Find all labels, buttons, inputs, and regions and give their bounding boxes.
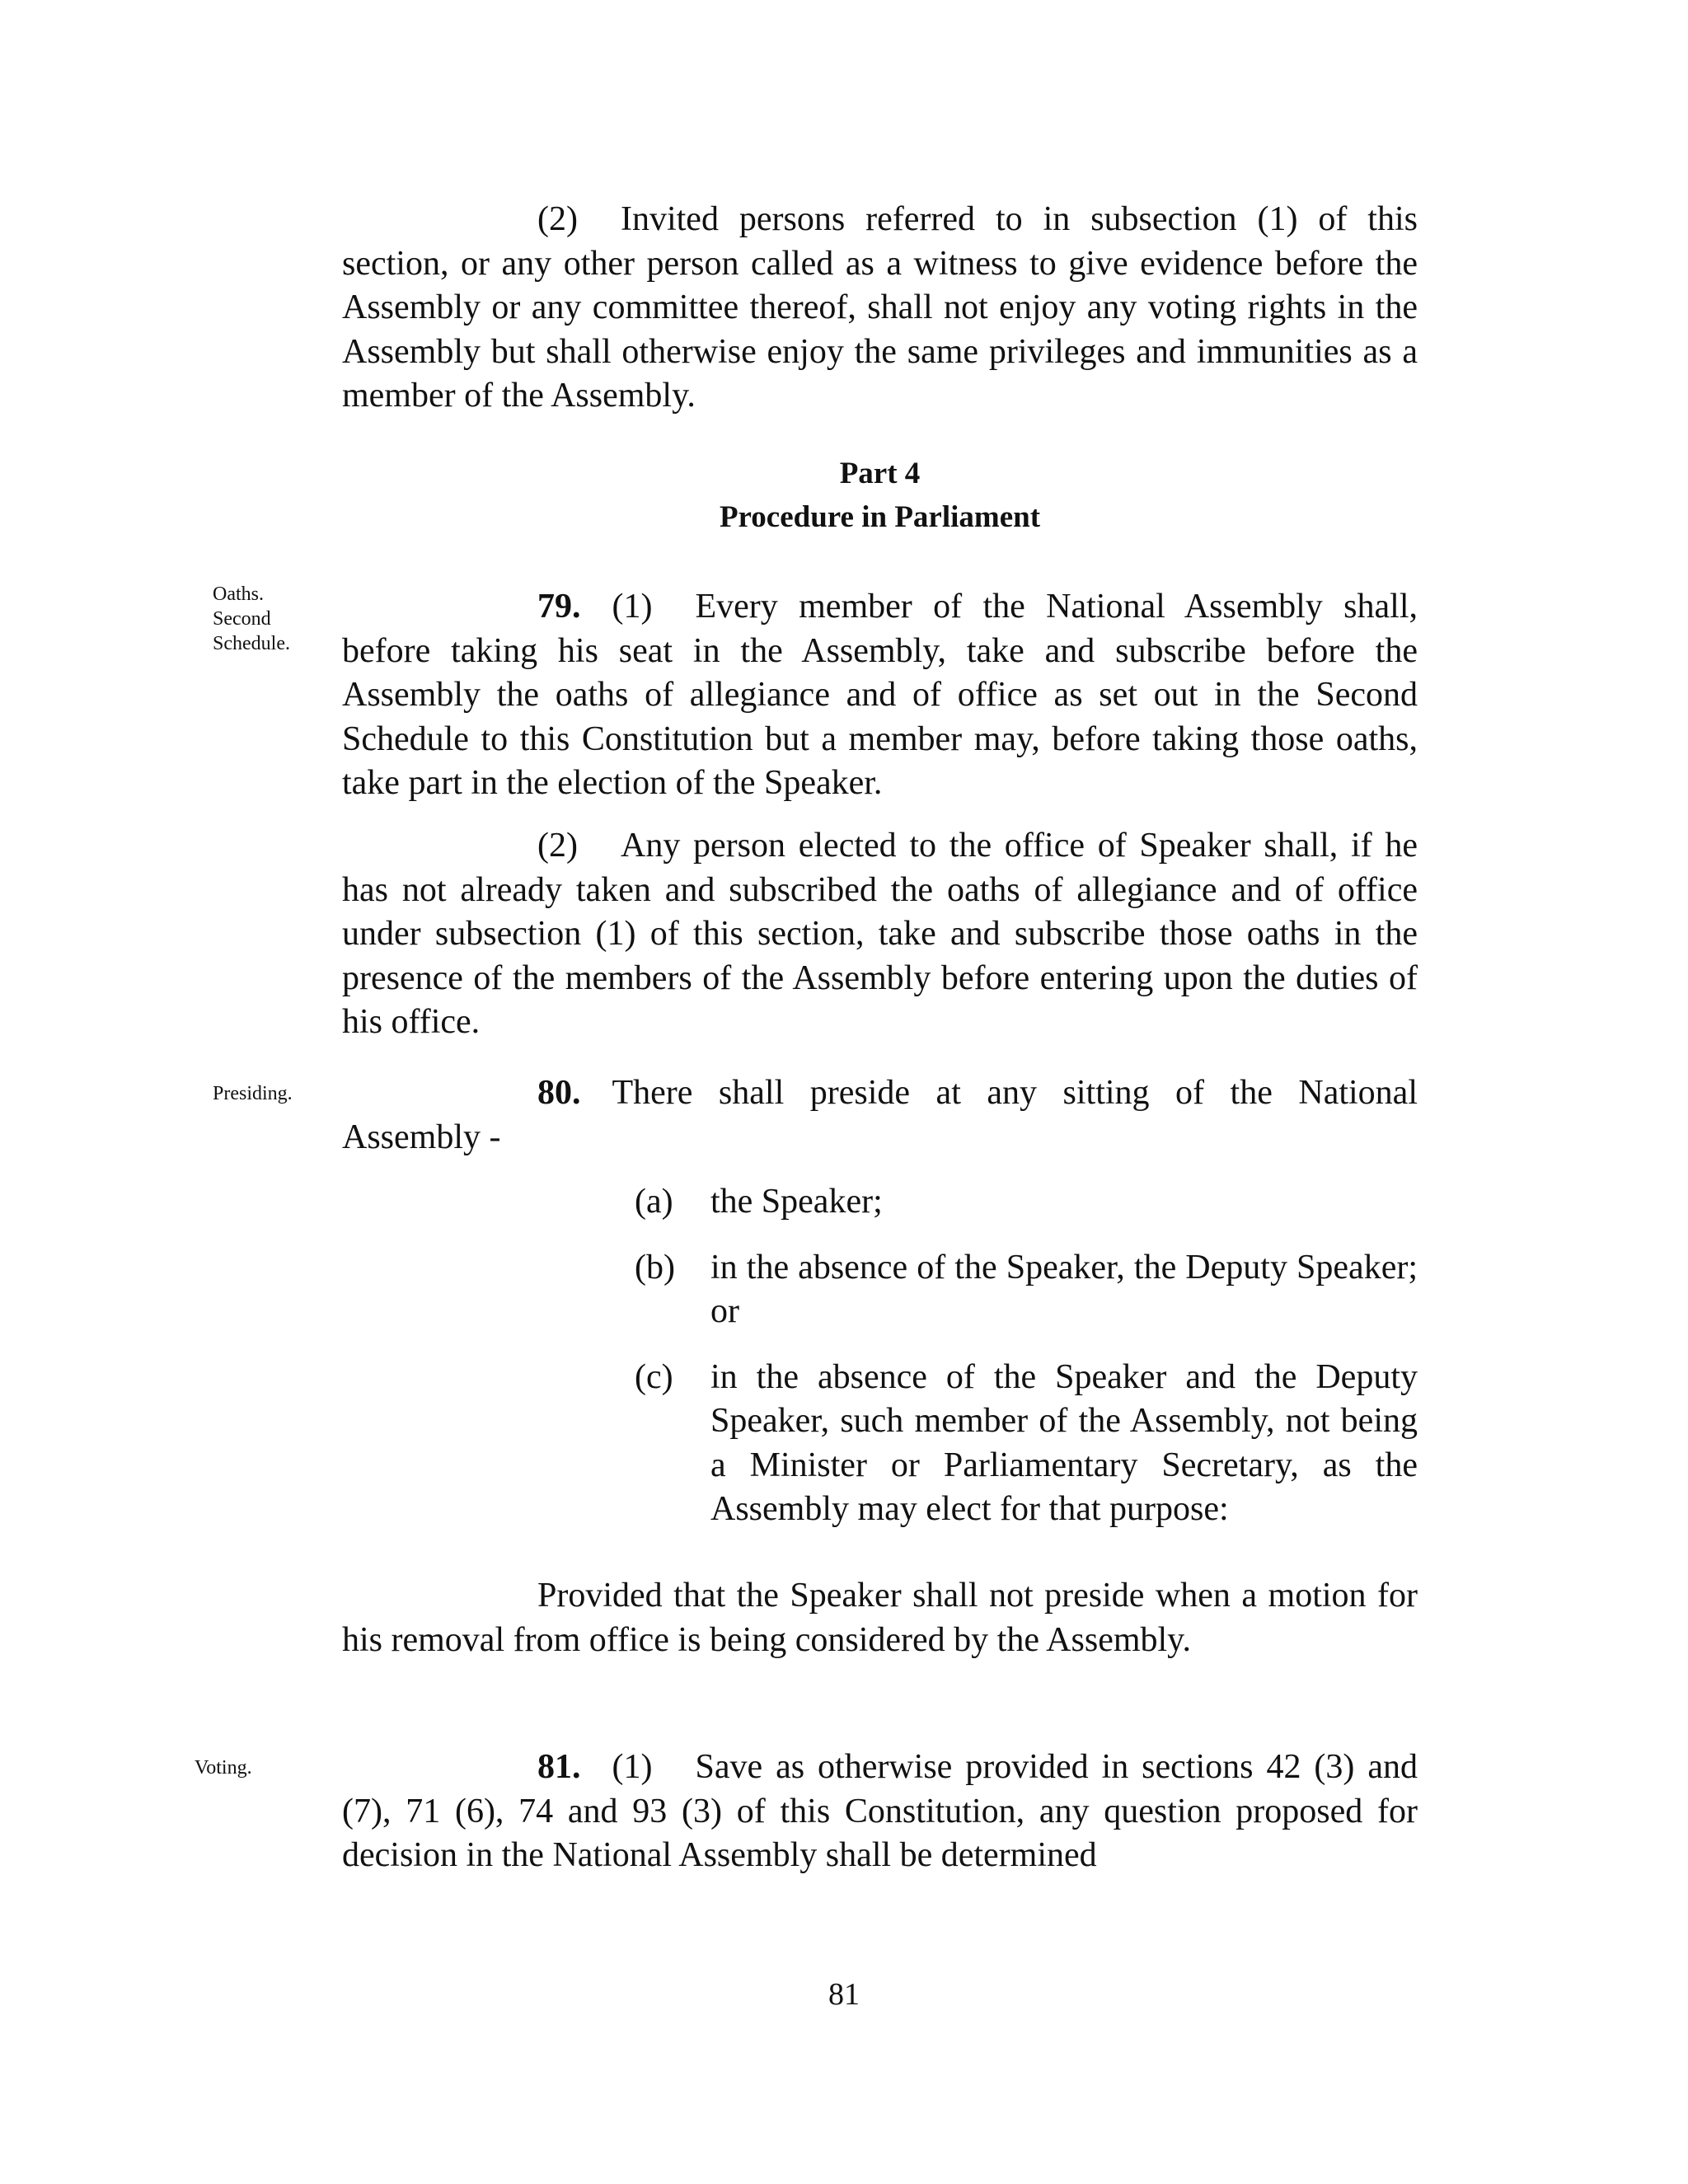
section-text: There shall preside at any sitting of the National Assembly - xyxy=(342,1074,1418,1156)
section-number: 79. xyxy=(537,588,581,626)
list-item-text: the Speaker; xyxy=(710,1183,883,1221)
subsection-text: Any person elected to the office of Speaker shall, if he has not already taken and subscribed the oaths of allegiance and of office under subsection (1) of this section, take and subscribe those oaths in the presence of the members of the Assembly before entering upon the duties of his office. xyxy=(342,827,1418,1041)
proviso-text: Provided that the Speaker shall not preside when a motion for his removal from office is being considered by the Assembly. xyxy=(342,1577,1418,1659)
subsection-label: (2) xyxy=(537,200,578,238)
margin-note-presiding xyxy=(213,1081,293,1106)
section-number: 81. xyxy=(537,1748,581,1786)
list-item-b xyxy=(635,1246,1418,1334)
margin-note-line: Voting. xyxy=(195,1757,252,1779)
list-item-label: (a) xyxy=(635,1183,673,1221)
section-79-subsection-1 xyxy=(342,585,1418,806)
subsection-label: (1) xyxy=(612,588,653,626)
margin-note-line: Second xyxy=(213,608,271,630)
margin-note-voting xyxy=(195,1755,252,1780)
list-item-a xyxy=(635,1180,1418,1225)
section-80-proviso xyxy=(342,1574,1418,1662)
part-number: Part 4 xyxy=(839,457,921,490)
list-item-label: (b) xyxy=(635,1248,675,1286)
section-79-subsection-2 xyxy=(342,824,1418,1045)
subsection-text: Invited persons referred to in subsection (1) of this section, or any other person called as a witness to give evidence before the Assembly or any committee thereof, shall not enjoy any voting rights in the Assembly but shall otherwise enjoy the same privileges and immunities as a member of the Assembly. xyxy=(342,200,1418,415)
margin-note-line: Presiding. xyxy=(213,1083,293,1104)
part-title: Procedure in Parliament xyxy=(719,500,1041,534)
list-item-text: in the absence of the Speaker, the Deputy Speaker; or xyxy=(710,1248,1418,1330)
section-80-list xyxy=(635,1180,1418,1532)
section-80-intro xyxy=(342,1071,1418,1160)
list-item-text: in the absence of the Speaker and the Deputy Speaker, such member of the Assembly, not being a Minister or Parliamentary Secretary, as the Assembly may elect for that purpose: xyxy=(710,1357,1418,1528)
section-number: 80. xyxy=(537,1074,581,1112)
page-number: 81 xyxy=(828,1977,860,2012)
section-81-subsection-1 xyxy=(342,1746,1418,1878)
margin-note-line: Oaths. xyxy=(213,583,264,605)
margin-note-oaths xyxy=(213,582,290,656)
part-heading xyxy=(342,452,1418,539)
subsection-label: (2) xyxy=(537,827,578,865)
margin-note-line: Schedule. xyxy=(213,633,290,654)
subsection-text: Every member of the National Assembly shall, before taking his seat in the Assembly, take and subscribe before the Assembly the oaths of allegiance and of office as set out in the Second Schedule to this Constitution but a member may, before taking those oaths, take part in the election of the Speaker. xyxy=(342,588,1418,802)
list-item-label: (c) xyxy=(635,1357,673,1396)
subsection-2-continued xyxy=(342,198,1418,419)
list-item-c xyxy=(635,1356,1418,1532)
subsection-text: Save as otherwise provided in sections 42 (3) and (7), 71 (6), 74 and 93 (3) of this Constitution, any question proposed for decision in the National Assembly shall be determined xyxy=(342,1748,1418,1874)
subsection-label: (1) xyxy=(612,1748,653,1786)
